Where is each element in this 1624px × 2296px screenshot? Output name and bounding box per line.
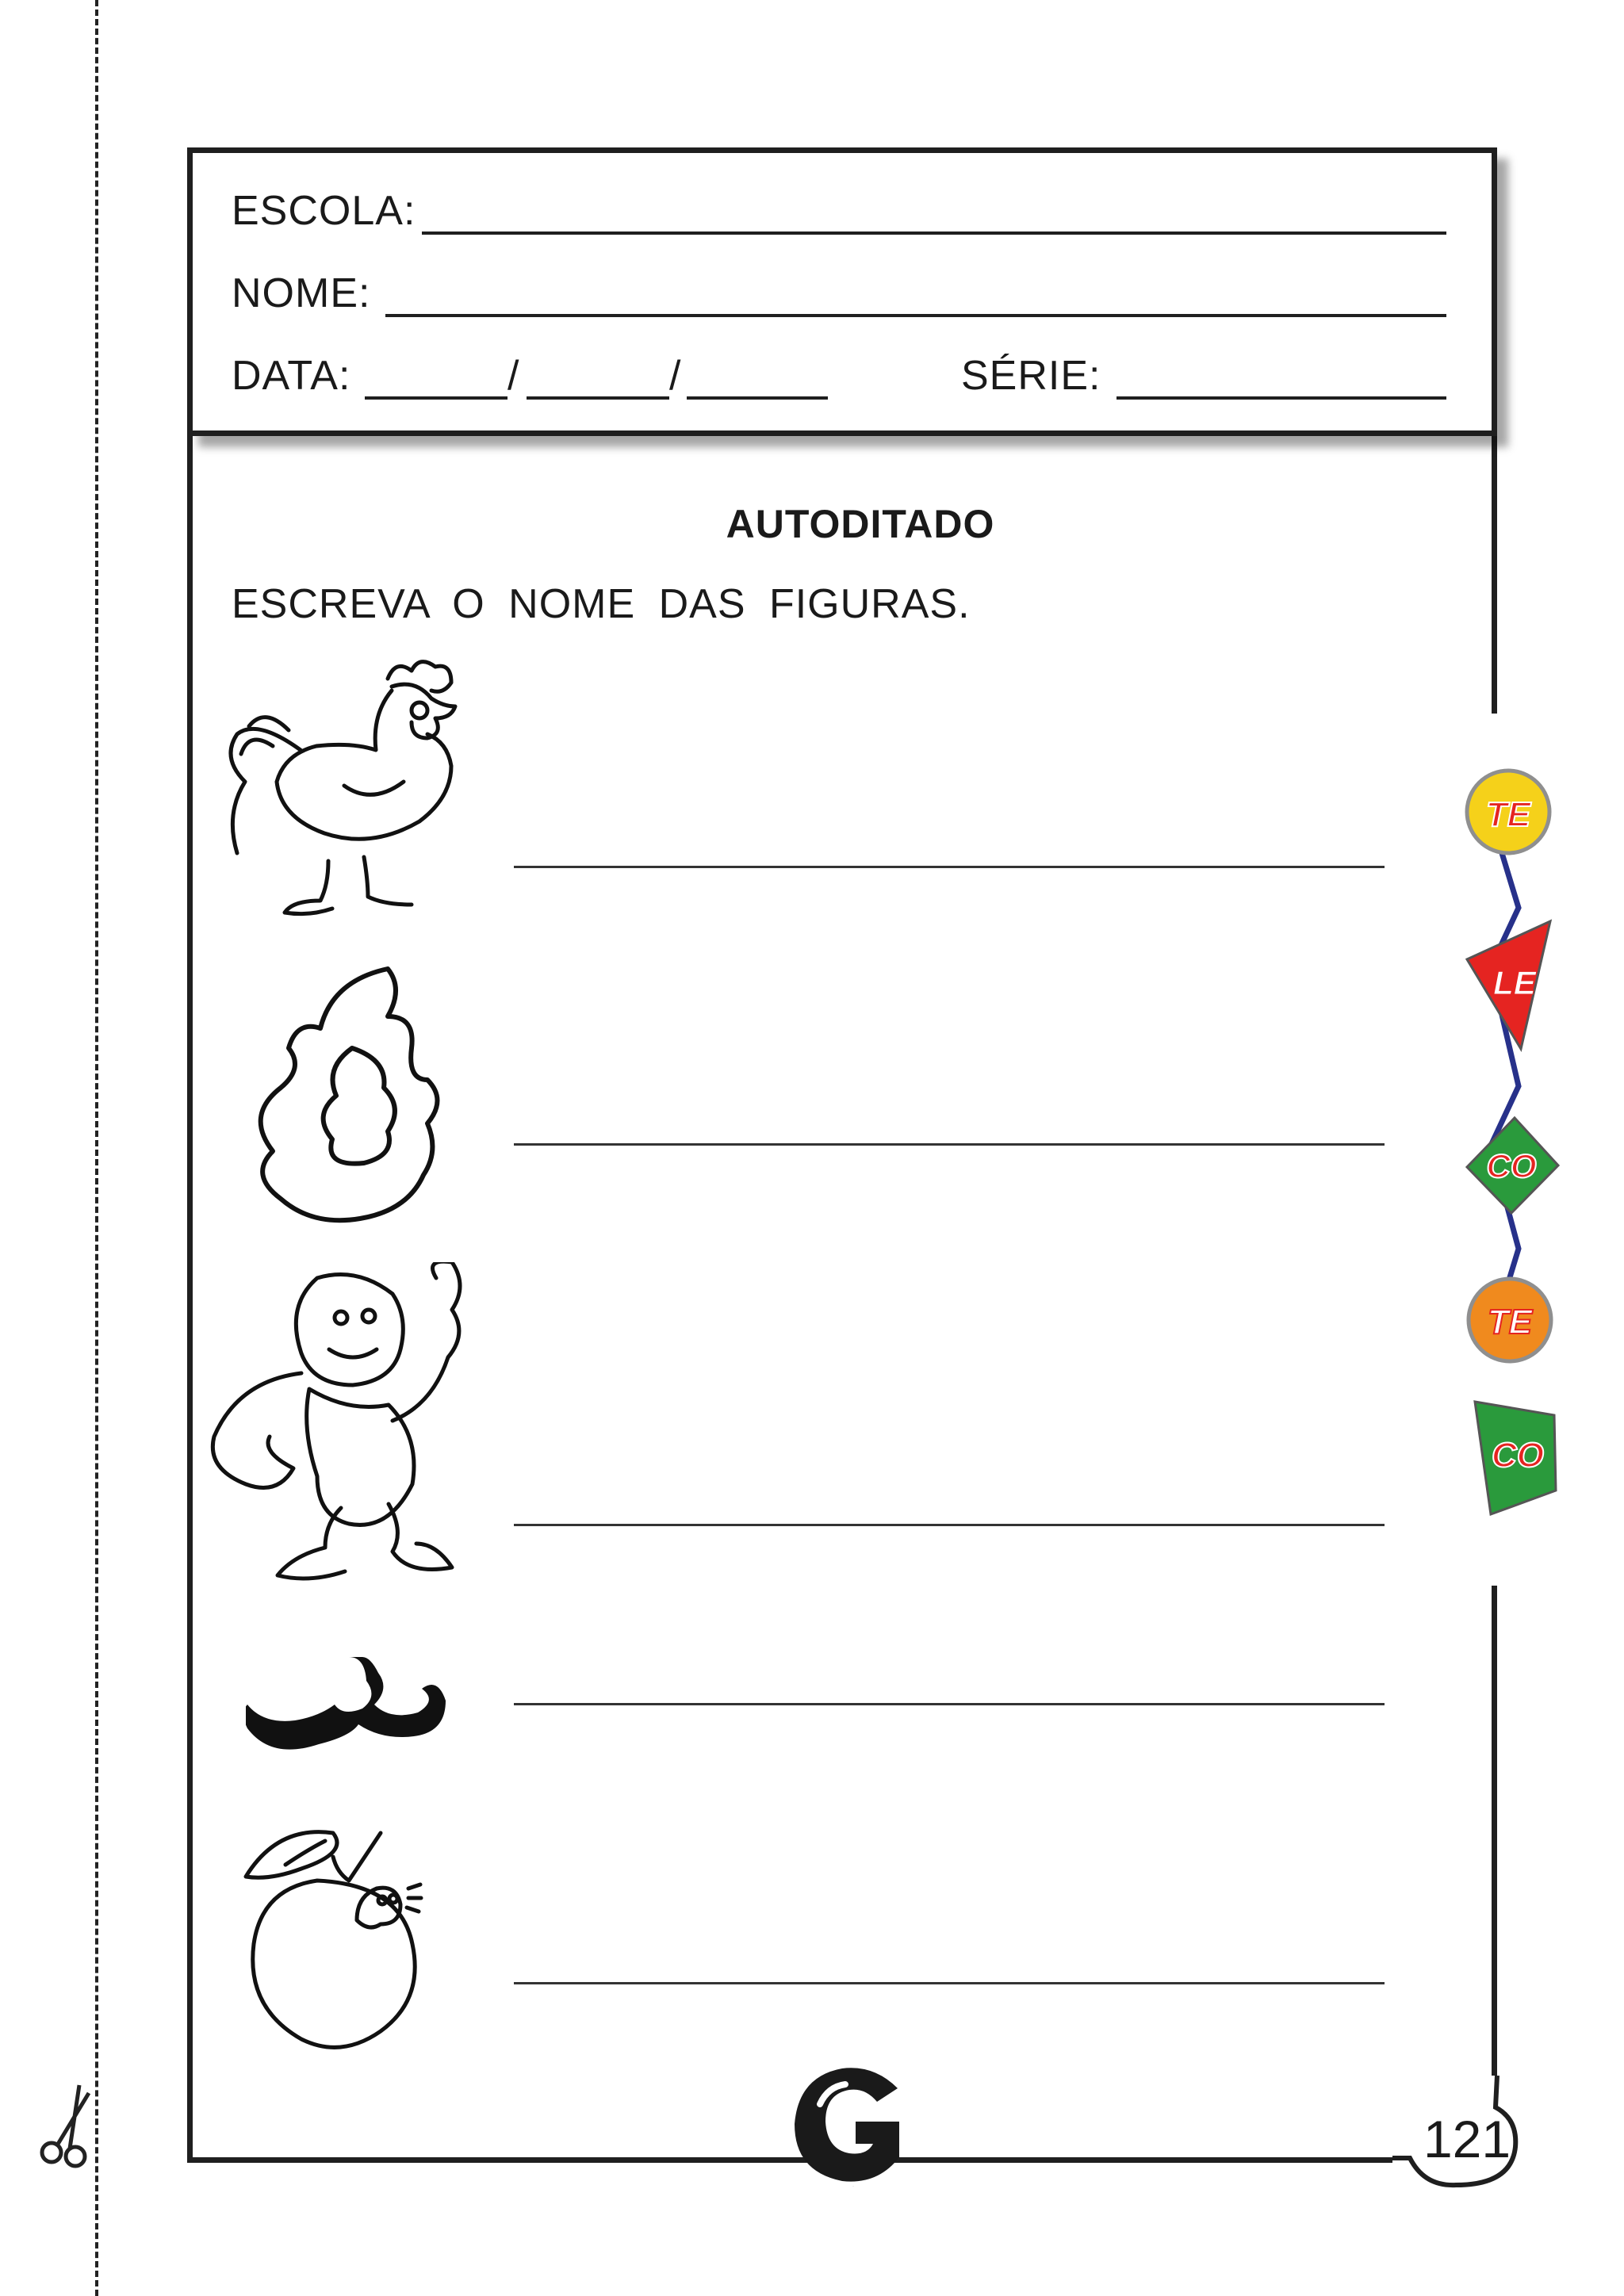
syllable-text: CO <box>1486 1147 1537 1184</box>
gorilla-icon <box>198 1262 500 1595</box>
syllable-text: LE <box>1493 964 1536 1001</box>
syllable-badge <box>1469 1279 1551 1361</box>
answer-line[interactable] <box>514 1703 1385 1705</box>
mustache-icon <box>246 1657 449 1755</box>
logo-g-icon <box>787 2057 920 2191</box>
grade-field[interactable] <box>1116 396 1446 400</box>
date-day-field[interactable] <box>365 396 508 400</box>
name-label: NOME: <box>232 270 371 316</box>
answer-line[interactable] <box>514 1143 1385 1146</box>
syllable-text: TE <box>1485 795 1531 834</box>
answer-line[interactable] <box>514 866 1385 868</box>
date-month-field[interactable] <box>527 396 669 400</box>
date-separator: / <box>669 353 682 399</box>
worksheet-instruction: ESCREVA O NOME DAS FIGURAS. <box>232 581 971 627</box>
fruit-with-worm-icon <box>238 1825 460 2060</box>
answer-line[interactable] <box>514 1982 1385 1984</box>
date-year-field[interactable] <box>687 396 828 400</box>
syllable-text: TE <box>1487 1303 1533 1341</box>
date-separator: / <box>508 353 520 399</box>
cut-line <box>95 0 98 2296</box>
syllable-badge <box>1467 771 1549 853</box>
rooster-icon <box>225 655 479 931</box>
syllable-side-tab <box>1459 714 1586 1586</box>
answer-line[interactable] <box>514 1524 1385 1526</box>
school-field[interactable] <box>422 232 1446 235</box>
syllable-text: CO <box>1492 1436 1544 1475</box>
worksheet-title: AUTODITADO <box>726 502 995 546</box>
page-number: 121 <box>1423 2110 1511 2168</box>
fire-icon <box>249 961 449 1227</box>
name-field[interactable] <box>385 314 1446 317</box>
grade-label: SÉRIE: <box>961 353 1101 399</box>
school-label: ESCOLA: <box>232 188 416 234</box>
scissors-icon <box>32 2077 103 2172</box>
date-label: DATA: <box>232 353 351 399</box>
